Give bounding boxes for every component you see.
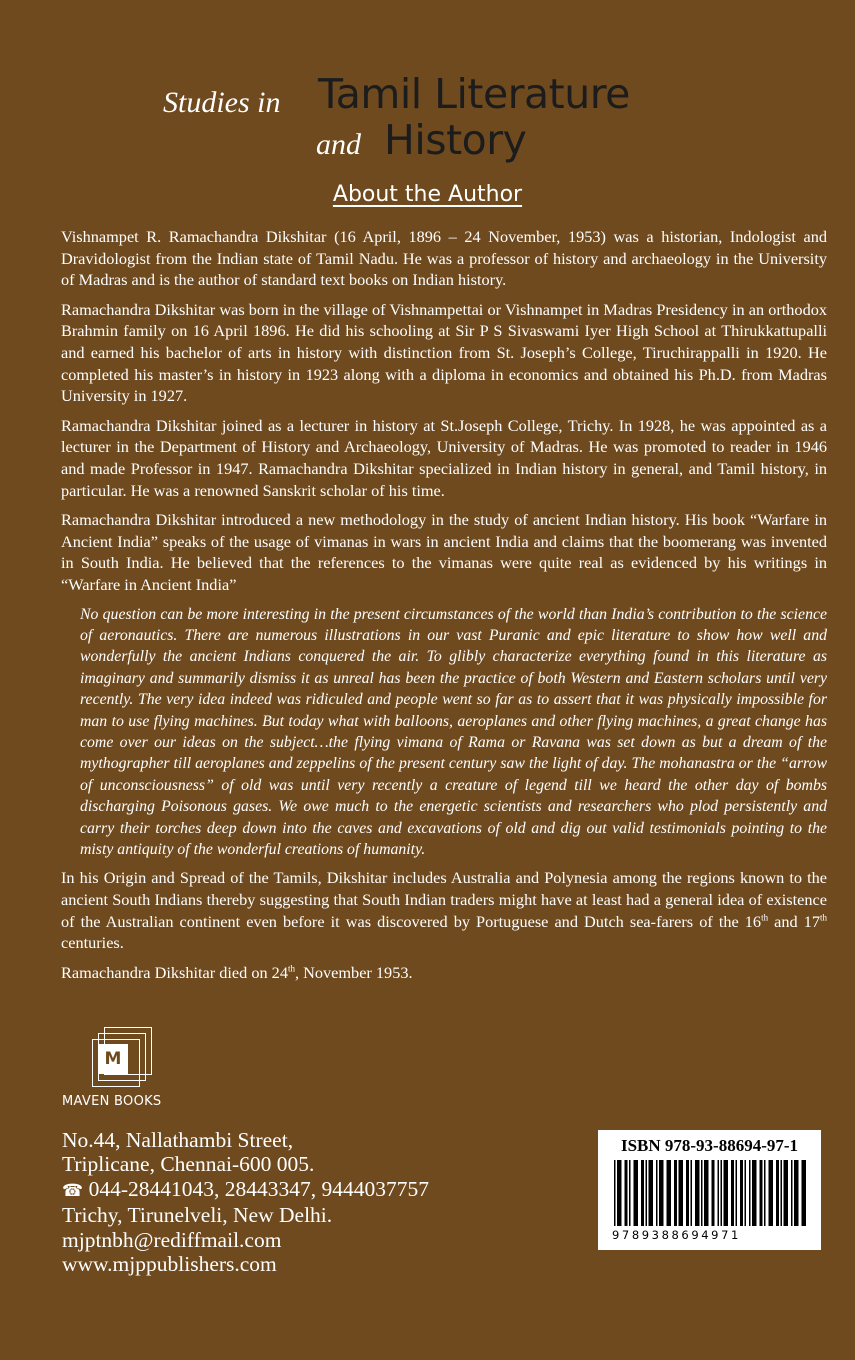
book-title: [0, 68, 855, 168]
barcode-bar: [745, 1160, 747, 1226]
publisher-address: [62, 1128, 429, 1276]
isbn-label: ISBN 978-93-88694-97-1: [620, 1136, 799, 1155]
bio-paragraph-3: Ramachandra Dikshitar joined as a lecturer in history at St.Joseph College, Trichy. In 1928, he was appointed as a lecturer in the Department of History and Archaeology, University of Madras. He was promoted to reader in 1946 and made Professor in 1947. Ramachandra Dikshitar specialized in Indian history in general, and Tamil history, in particular. He was a renowned Sanskrit scholar of his time.: [61, 415, 827, 500]
phone-line: [62, 1177, 429, 1203]
email-line: mjptnbh@rediffmail.com: [62, 1227, 282, 1252]
phone-numbers: 044-28441043, 28443347, 9444037757: [88, 1176, 429, 1201]
barcode-bar: [791, 1160, 793, 1226]
barcode-bar: [646, 1160, 648, 1226]
publisher-logo: [62, 1027, 180, 1115]
p6-sup: th: [287, 963, 295, 974]
p5-sup-2: th: [820, 912, 828, 923]
title-and: and: [316, 128, 361, 161]
barcode-bar: [625, 1160, 628, 1226]
barcode-bar: [614, 1160, 616, 1226]
barcode-digits: 9789388694971: [612, 1228, 741, 1242]
barcode-bar: [667, 1160, 672, 1226]
title-history: History: [384, 116, 527, 164]
phone-icon: ☎: [62, 1180, 84, 1201]
p6-text-b: , November 1953.: [294, 962, 413, 982]
logo-m-icon: M: [98, 1044, 128, 1074]
bio-paragraph-4: Ramachandra Dikshitar introduced a new methodology in the study of ancient Indian history. His book “Warfare in Ancient India” speaks of the usage of vimanas in wars in ancient India and claims that the boomerang was invented in South India. He believed that the references to the vimanas were quite real as evidenced by his writings in “Warfare in Ancient India”: [61, 510, 827, 594]
about-heading: About the Author: [332, 182, 523, 207]
barcode-bar: [674, 1160, 677, 1226]
p5-text-c: centuries.: [61, 933, 124, 953]
p5-text-b: and 17: [768, 911, 820, 931]
barcode-bar: [760, 1160, 763, 1226]
barcode-bar: [794, 1160, 799, 1226]
barcode-bar: [752, 1160, 757, 1226]
barcode-bar: [736, 1160, 738, 1226]
p6-text-a: Ramachandra Dikshitar died on 24: [61, 962, 288, 982]
barcode-bar: [776, 1160, 779, 1226]
barcode-bar: [695, 1160, 700, 1226]
p5-text-a: In his Origin and Spread of the Tamils, Dikshitar includes Australia and Polynesia among the regions known to the ancient South Indians thereby suggesting that South Indian traders might have at least had a general idea of existence of the Australian continent even before it was discovered by Portuguese and Dutch sea-farers of the 16: [61, 868, 827, 931]
barcode-bar: [634, 1160, 639, 1226]
barcode-bar: [691, 1160, 693, 1226]
barcode-bar: [641, 1160, 644, 1226]
barcode-bar: [784, 1160, 789, 1226]
address-line-2: Triplicane, Chennai-600 005.: [62, 1152, 315, 1177]
barcode-bar: [802, 1160, 807, 1226]
barcode-bar: [617, 1160, 622, 1226]
title-studies-in: Studies in: [163, 86, 281, 119]
barcode-bar: [781, 1160, 783, 1226]
website-line: www.mjppublishers.com: [62, 1252, 277, 1277]
isbn-barcode-box: [598, 1130, 821, 1250]
barcode-bar: [679, 1160, 684, 1226]
barcode-bar: [656, 1160, 658, 1226]
bio-quote: No question can be more interesting in the present circumstances of the world than India’s contribution to the science of aeronautics. There are numerous illustrations in our vast Puranic and epic literature to show how well and wonderfully the ancient Indians conquered the air. To glibly characterize everything found in this literature as imaginary and summarily dismiss it as unreal has been the practice of both Western and Eastern scholars until very recently. The very idea indeed was ridiculed and people went so far as to assert that it was physically impossible for man to use flying machines. But today what with balloons, aeroplanes and other flying machines, a great change has come over our ideas on the subject…the flying vimana of Rama or Ravana was set down as but a dream of the mythographer till aeroplanes and zeppelins of the present century saw the light of day. The mohanastra or the “arrow of unconsciousness” of old was until very recently a creature of legend till we heard the other day of bombs discharging Poisonous gases. We owe much to the energetic scientists and researchers who plod persistently and carry their torches deep down into the caves and excavations of old and dig out valid testimonials pointing to the misty antiquity of the wonderful creations of humanity.: [80, 605, 827, 858]
publisher-name: MAVEN BOOKS: [62, 1094, 162, 1109]
barcode-bar: [704, 1160, 709, 1226]
barcode-bar: [718, 1160, 720, 1226]
barcode-bar: [686, 1160, 689, 1226]
p5-sup-1: th: [761, 912, 769, 923]
barcode-bar: [712, 1160, 715, 1226]
barcode-bar: [740, 1160, 743, 1226]
barcode-bar: [721, 1160, 723, 1226]
bio-paragraph-6: [61, 962, 827, 984]
barcode-bar: [749, 1160, 751, 1226]
barcode-bar: [724, 1160, 729, 1226]
branches-line: Trichy, Tirunelveli, New Delhi.: [62, 1203, 333, 1228]
barcode-bar: [659, 1160, 664, 1226]
title-tamil-literature: Tamil Literature: [318, 70, 630, 118]
bio-paragraph-2: Ramachandra Dikshitar was born in the village of Vishnampettai or Vishnampet in Madras Presidency in an orthodox Brahmin family on 16 April 1896. He did his schooling at Sir P S Sivaswami Iyer High School at Thirukkattupalli and earned his bachelor of arts in history with distinction from St. Joseph’s College, Tiruchirappalli in 1920. He completed his master’s in history in 1923 along with a diploma in economics and obtained his Ph.D. from Madras University in 1927.: [61, 299, 827, 406]
barcode-bar: [731, 1160, 734, 1226]
barcode-bar: [629, 1160, 631, 1226]
author-bio: [61, 226, 827, 991]
barcode-bar: [649, 1160, 654, 1226]
barcode-bar: [701, 1160, 703, 1226]
barcode: [612, 1160, 808, 1228]
address-line-1: No.44, Nallathambi Street,: [62, 1128, 294, 1152]
barcode-bar: [764, 1160, 766, 1226]
logo-frames: [91, 1027, 161, 1087]
bio-paragraph-1: Vishnampet R. Ramachandra Dikshitar (16 April, 1896 – 24 November, 1953) was a historian, Indologist and Dravidologist from the Indian state of Tamil Nadu. He was a professor of history and archaeology in the University of Madras and is the author of standard text books on Indian history.: [61, 227, 827, 290]
bio-paragraph-5: [61, 867, 827, 953]
barcode-bar: [769, 1160, 774, 1226]
